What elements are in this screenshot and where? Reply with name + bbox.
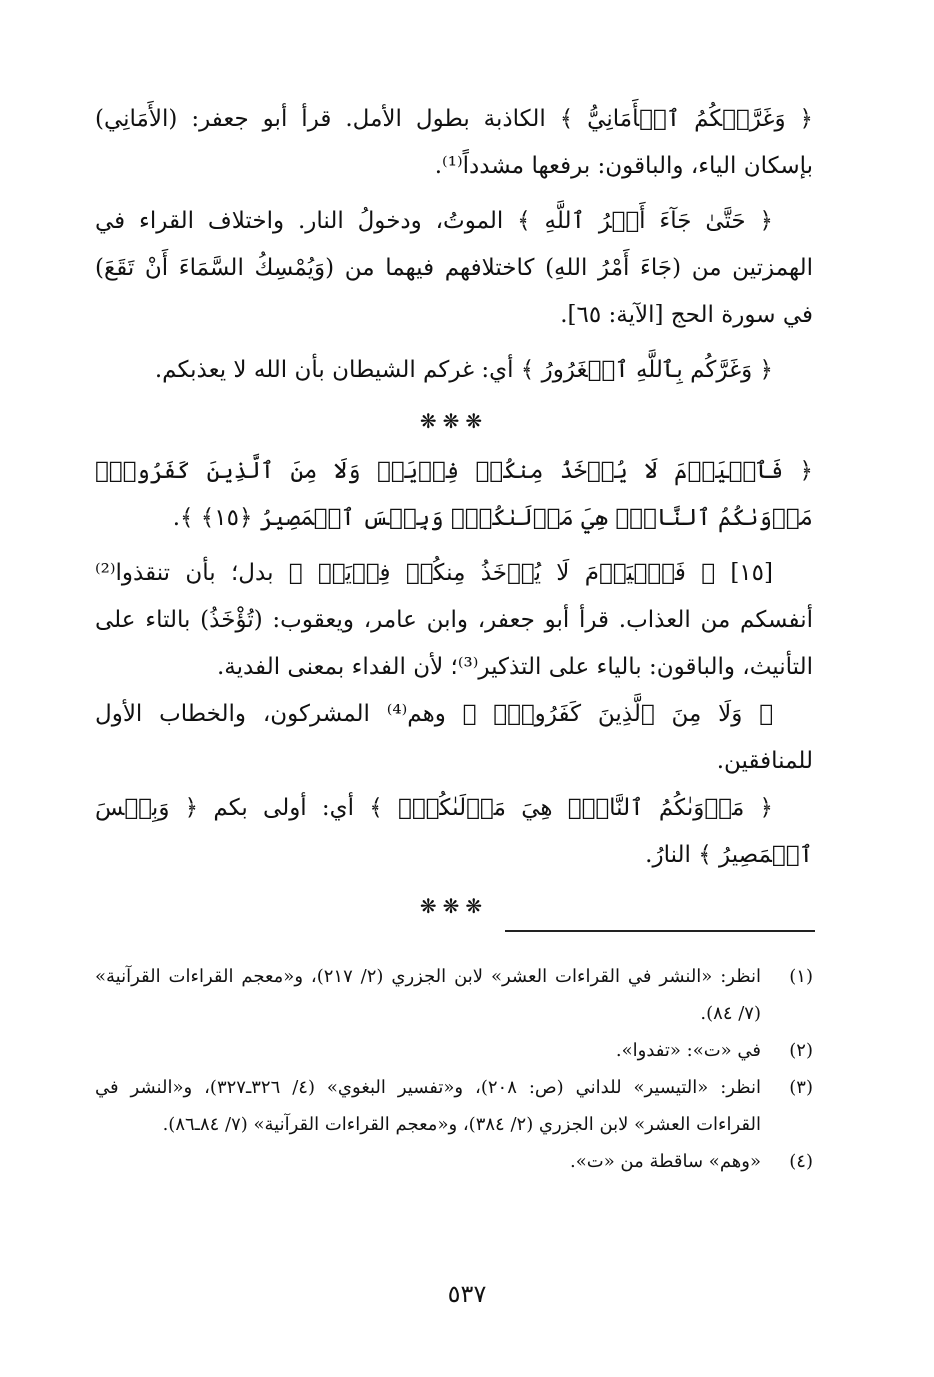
footnote-text: انظر: «التيسير» للداني (ص: ٢٠٨)، و«تفسير البغوي» (٤/ ٣٢٦ـ٣٢٧)، و«النشر في القراءات العشر» لابن الجزري (٢/ ٣٨٤)، و«معجم القراءات القرآنية» (٧/ ٨٤ـ٨٦). — [95, 1077, 762, 1135]
footnote-4 — [95, 1143, 813, 1180]
footnote-number: (٤) — [789, 1151, 813, 1172]
footnote-number: (٢) — [789, 1040, 813, 1061]
section-divider-stars-2: ❋❋❋ — [419, 894, 489, 918]
footnote-text: «وهم» ساقطة من «ت». — [570, 1151, 761, 1172]
paragraph-amr-allah: ﴿ حَتَّىٰ جَآءَ أَمۡرُ ٱللَّهِ ﴾ الموتُ، ودخولُ النار. واختلاف القراء في الهمزتين من (جَاءَ أَمْرُ اللهِ) كاختلافهم فيهما من (وَيُمْسِكُ السَّمَاءَ أَنْ تَقَعَ) في سورة الحج [الآية: ٦٥]. — [95, 208, 813, 328]
paragraph-amani: ﴿ وَغَرَّتۡكُمُ ٱلۡأَمَانِيُّ ﴾ الكاذبة بطول الأمل. قرأ أبو جعفر: (الأَمَانِي) بإسكان الياء، والباقون: برفعها مشدداً⁽¹⁾. — [95, 106, 813, 179]
commentary-kafaru: ﴿ وَلَا مِنَ ٱلَّذِينَ كَفَرُواْۚ ﴾ وهم⁽⁴⁾ المشركون، والخطاب الأول للمنافقين. — [95, 701, 813, 774]
main-text — [95, 96, 813, 933]
quran-verse-15: ﴿ فَٱلۡيَوۡمَ لَا يُؤۡخَذُ مِنكُمۡ فِدۡيَةٞ وَلَا مِنَ ٱلَّذِينَ كَفَرُواْۚ مَأۡوَىٰكُمُ ٱلنَّارُۖ هِيَ مَوۡلَىٰكُمۡۖ وَبِئۡسَ ٱلۡمَصِيرُ ﴿١٥﴾ ﴾. — [95, 458, 813, 531]
footnote-number: (٣) — [789, 1077, 813, 1098]
footnote-1 — [95, 958, 813, 1032]
footnote-separator — [505, 930, 815, 932]
footnote-text: في «ت»: «تفدوا». — [615, 1040, 761, 1061]
footnote-number: (١) — [789, 966, 813, 987]
paragraph-gharur: ﴿ وَغَرَّكُم بِٱللَّهِ ٱلۡغَرُورُ ﴾ أي: غركم الشيطان بأن الله لا يعذبكم. — [154, 357, 773, 383]
footnote-2 — [95, 1032, 813, 1069]
footnote-3 — [95, 1069, 813, 1143]
page-number: ٥٣٧ — [447, 1280, 487, 1308]
section-divider-stars: ❋❋❋ — [419, 409, 489, 433]
footnotes — [95, 958, 813, 1180]
commentary-verse-15: [١٥] ﴿ فَٱلۡيَوۡمَ لَا يُؤۡخَذُ مِنكُمۡ فِدۡيَةٞ ﴾ بدل؛ بأن تنقذوا⁽²⁾ أنفسكم من العذاب. قرأ أبو جعفر، وابن عامر، ويعقوب: (تُؤْخَذُ) بالتاء على التأنيث، والباقون: بالياء على التذكير⁽³⁾؛ لأن الفداء بمعنى الفدية. — [95, 560, 813, 680]
commentary-mawakum: ﴿ مَأۡوَىٰكُمُ ٱلنَّارُۖ هِيَ مَوۡلَىٰكُمۡۖ ﴾ أي: أولى بكم ﴿ وَبِئۡسَ ٱلۡمَصِيرُ ﴾ النارُ. — [95, 795, 813, 868]
footnote-text: انظر: «النشر في القراءات العشر» لابن الجزري (٢/ ٢١٧)، و«معجم القراءات القرآنية» (٧/ ٨٤). — [95, 966, 761, 1024]
